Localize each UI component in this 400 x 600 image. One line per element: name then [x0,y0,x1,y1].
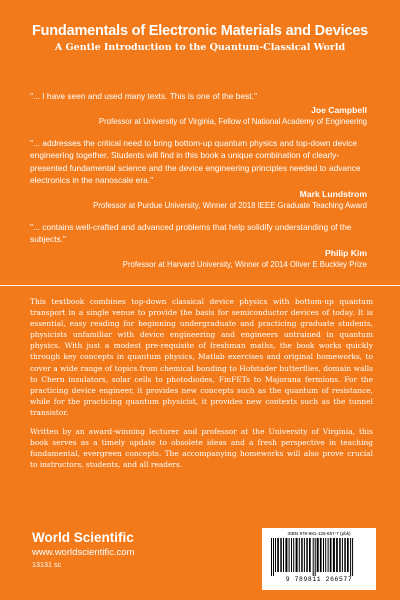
book-subtitle: A Gentle Introduction to the Quantum-Classical World [54,42,346,53]
endorsement-text: "... contains well-crafted and advanced problems that help solidify understanding of the subjects." [30,222,352,245]
barcode-icon [269,538,369,576]
endorsements [30,90,373,280]
isbn-barcode [262,528,376,590]
publisher-block [32,530,232,570]
publisher-url: www.worldscientific.com [32,547,135,558]
endorsement [30,137,373,211]
section-divider [0,285,400,286]
cover-header [0,22,400,54]
publisher-name: World Scientific [32,530,134,545]
endorsement-role: Professor at University of Virginia, Fellow of National Academy of Engineering [98,117,367,127]
endorsement-author: Philip Kim [324,248,367,259]
endorsement-role: Professor at Purdue University, Winner of 2018 IEEE Graduate Teaching Award [93,201,367,211]
endorsement [30,221,373,270]
endorsement-text: "... addresses the critical need to bring bottom-up quantum physics and top-down device engineering together. Students will find in this book a unique combination of clearly-presented fundamental science and the device engineering principles needed to advance electronics in the nanoscale era." [30,138,361,185]
endorsement-author: Joe Campbell [311,105,367,116]
book-title: Fundamentals of Electronic Materials and Devices [31,23,369,39]
endorsement-role: Professor at Harvard University, Winner of 2014 Oliver E Buckley Prize [122,260,367,270]
description-paragraph: Written by an award-winning lecturer and professor at the University of Virginia, this book serves as a timely update to obsolete ideas and a fresh perspective in teaching fundamental, evergreen concepts. The accompanying homeworks will also prove crucial to instructors, students, and all readers. [30,427,373,470]
endorsement [30,90,373,127]
endorsement-text: "... I have seen and used many texts. This is one of the best." [30,91,257,101]
endorsement-author: Mark Lundstrom [299,189,367,200]
product-code: 13131 sc [32,560,62,569]
description-paragraph: This textbook combines top-down classical device physics with bottom-up quantum transport in a single venue to provide the basis for semiconductor devices of today. It is essential, easy reading for beginning undergraduate and practicing graduate students, physicists unfamiliar with device engineering and engineers untrained in quantum physics. With just a modest pre-requisite of freshman maths, the book works quickly through key concepts in quantum physics, Matlab exercises and original homeworks, to cover a wide range of topics from chemical bonding to Hofstader butterflies, domain walls to Chern insulators, solar cells to photodiodes, FinFETs to Majorana fermions. For the practicing device engineer, it provides new concepts such as the quantum of resistance, while for the practicing quantum physicist, it provides new contexts such as the tunnel transistor. [30,297,373,417]
book-description [30,296,373,478]
barcode-digits: 9 789811 266577 [285,576,353,583]
isbn-label: ISBN 978-981-126-657-7 (pbk) [287,531,351,536]
